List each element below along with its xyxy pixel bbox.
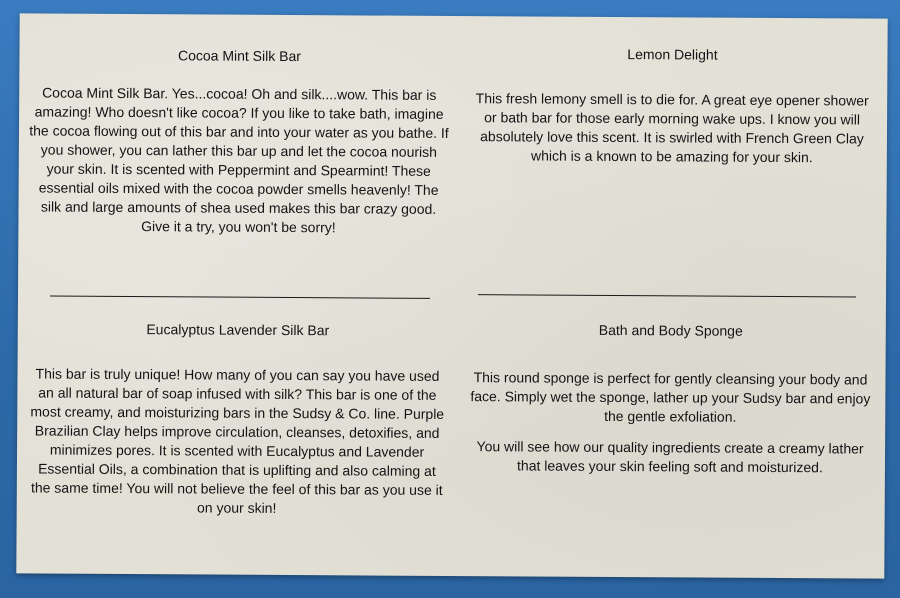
section-body: This round sponge is perfect for gently cleansing your body and face. Simply wet the sponge, lather up your Sudsy bar and enjoy the gentle exfoliation.: [470, 369, 871, 425]
divider-line-right: [478, 294, 856, 297]
section-title: Eucalyptus Lavender Silk Bar: [146, 321, 330, 339]
section-title: Bath and Body Sponge: [598, 321, 743, 339]
section-eucalyptus-lavender: [27, 319, 448, 519]
section-body: This bar is truly unique! How many of you can say you have used an all natural bar of soap infused with silk? This bar is one of the most creamy, and moisturizing bars in the Sudsy & Co. line. Purple Brazilian Clay helps improve circulation, cleanses, detoxifies, and minimizes pores. It is scented with Eucalyptus and Lavender Essential Oils, a combination that is uplifting and also calming at the same time! You will not believe the feel of this bar as you use it on your skin!: [30, 365, 445, 516]
section-body: Cocoa Mint Silk Bar. Yes...cocoa! Oh and silk....wow. This bar is amazing! Who doesn't like cocoa? If you like to take bath, imagine the cocoa flowing out of this bar and into your water as you bathe. If you shower, you can lather this bar up and let the cocoa nourish your skin. It is scented with Peppermint and Spearmint! These essential oils mixed with the cocoa powder smells heavenly! The silk and large amounts of shea used makes this bar crazy good. Give it a try, you won't be sorry!: [29, 84, 449, 236]
section-body: This fresh lemony smell is to die for. A great eye opener shower or bath bar for those early morning wake ups. I know you will absolutely love this scent. It is swirled with French Green Clay which is a known to be amazing for your skin.: [475, 90, 869, 166]
product-description-sheet: [16, 13, 887, 578]
divider-line-left: [50, 296, 430, 299]
section-body-second-paragraph: You will see how our quality ingredients create a creamy lather that leaves your skin feeling soft and moisturized.: [476, 438, 864, 476]
section-bath-sponge: [469, 320, 872, 477]
section-title: Lemon Delight: [627, 46, 718, 63]
section-lemon-delight: [471, 44, 874, 167]
section-cocoa-mint: [28, 45, 449, 238]
section-title: Cocoa Mint Silk Bar: [177, 47, 301, 65]
